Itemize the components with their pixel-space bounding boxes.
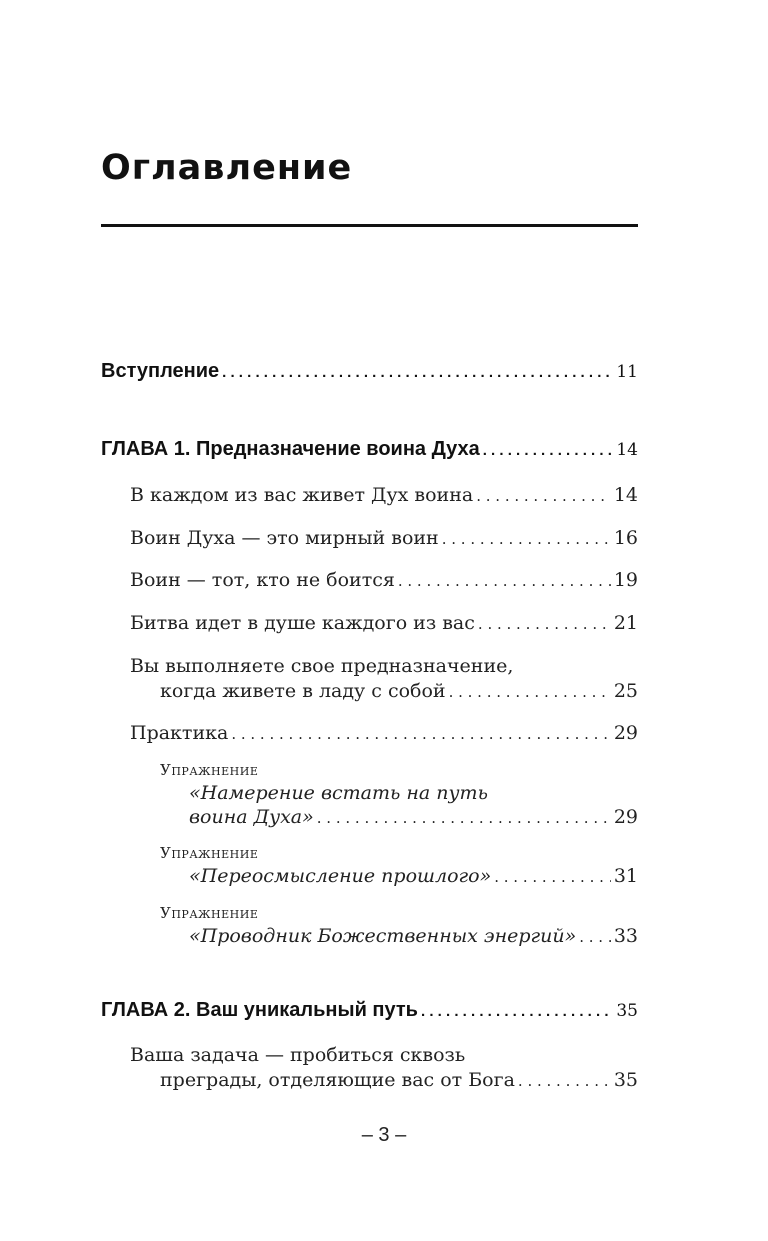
toc-entry-label: Вступление [101,360,220,382]
toc-entry-page: 21 [613,612,638,634]
toc-entry-intro[interactable] [101,360,638,383]
toc-entry-page: 14 [616,440,638,460]
toc-entry-page: 31 [613,865,638,887]
title-divider [101,224,638,227]
toc-entry-section[interactable] [160,680,638,702]
toc-entry-exercise[interactable] [189,806,638,828]
toc-entry-section[interactable] [130,612,638,634]
toc-entry-page: 25 [613,680,638,702]
toc-entry-line1: «Намерение встать на путь [189,782,488,804]
toc-entry-page: 19 [613,569,638,591]
leader-dots [398,572,611,590]
leader-dots [231,725,611,743]
toc-entry-page: 29 [613,806,638,828]
page-title: Оглавление [101,148,353,188]
leader-dots [421,1003,613,1020]
toc-entry-page: 29 [613,722,638,744]
toc-entry-page: 33 [613,925,638,947]
toc-entry-section[interactable] [160,1069,638,1091]
toc-entry-chapter-1[interactable] [101,438,638,461]
toc-entry-label: «Проводник Божественных энергий» [189,925,577,947]
toc-entry-line1: Вы выполняете свое предназначение, [130,655,514,677]
page-number: – 3 – [361,1124,407,1146]
leader-dots [483,442,614,459]
exercise-kicker: Упражнение [160,761,259,779]
leader-dots [222,364,613,381]
toc-entry-exercise[interactable] [189,865,638,887]
toc-entry-label: «Переосмысление прошлого» [189,865,492,887]
leader-dots [478,615,611,633]
leader-dots [442,530,611,548]
toc-entry-label: Практика [130,722,229,744]
toc-entry-label: воина Духа» [189,806,314,828]
toc-entry-page: 16 [613,527,638,549]
toc-entry-page: 35 [613,1069,638,1091]
toc-entry-label: преграды, отделяющие вас от Бога [160,1069,515,1091]
toc-entry-section[interactable] [130,484,638,506]
toc-entry-label: ГЛАВА 1. Предназначение воина Духа [101,438,480,460]
toc-entry-label: Воин — тот, кто не боится [130,569,395,591]
toc-entry-label: Воин Духа — это мирный воин [130,527,439,549]
leader-dots [579,928,611,946]
toc-entry-label: В каждом из вас живет Дух воина [130,484,474,506]
exercise-kicker: Упражнение [160,904,259,922]
leader-dots [449,683,611,701]
leader-dots [476,487,611,505]
leader-dots [518,1072,611,1090]
leader-dots [317,809,611,827]
toc-entry-line1: Ваша задача — пробиться сквозь [130,1044,466,1066]
toc-entry-label: ГЛАВА 2. Ваш уникальный путь [101,999,418,1021]
toc-entry-label: когда живете в ладу с собой [160,680,446,702]
toc-entry-label: Битва идет в душе каждого из вас [130,612,475,634]
leader-dots [494,868,611,886]
toc-entry-section[interactable] [130,569,638,591]
toc-entry-page: 14 [613,484,638,506]
toc-entry-chapter-2[interactable] [101,999,638,1022]
toc-entry-exercise[interactable] [189,925,638,947]
toc-entry-page: 35 [616,1001,638,1021]
toc-entry-page: 11 [616,362,638,382]
toc-entry-section[interactable] [130,527,638,549]
toc-entry-section[interactable] [130,722,638,744]
exercise-kicker: Упражнение [160,844,259,862]
